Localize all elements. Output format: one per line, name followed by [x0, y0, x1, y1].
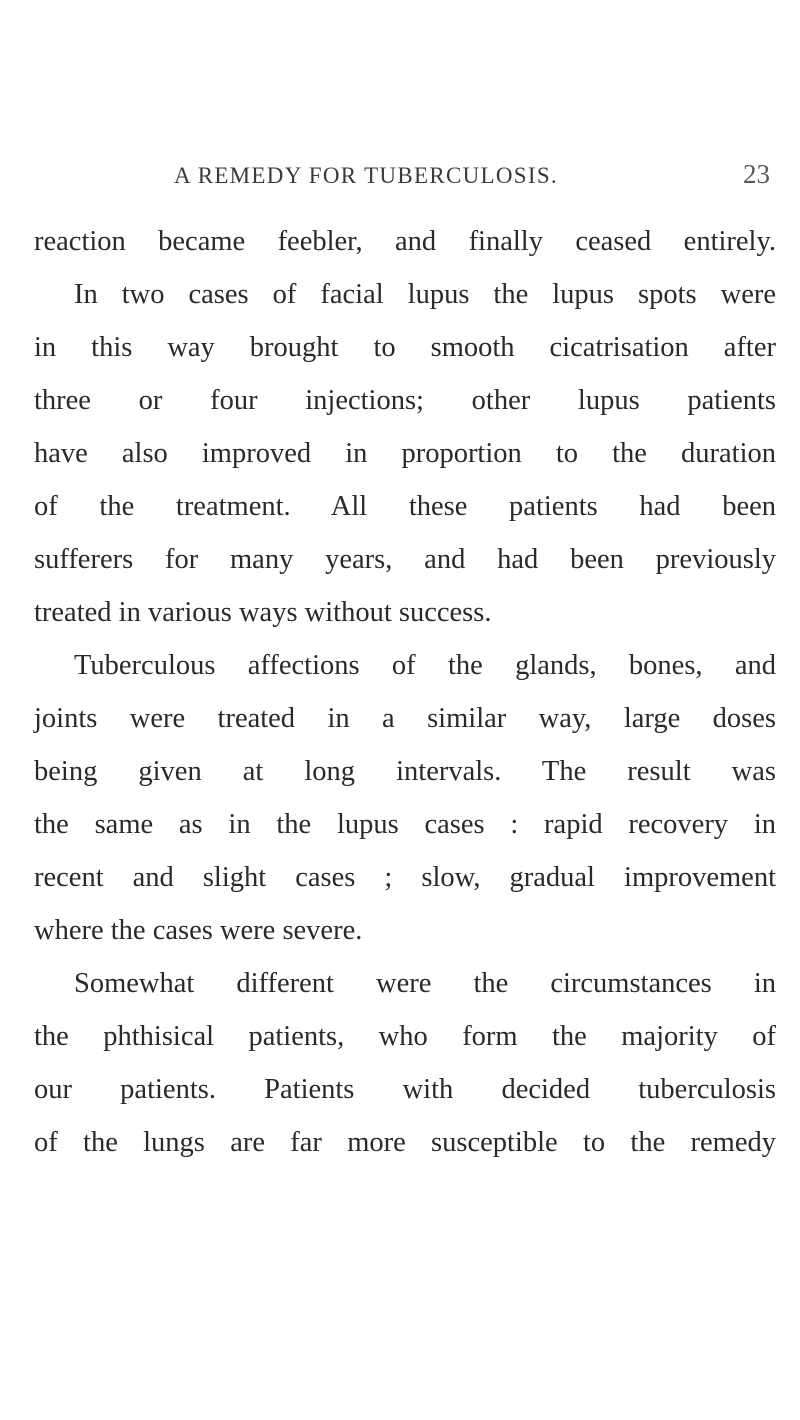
- page-number: 23: [743, 159, 770, 189]
- text-line: in this way brought to smooth cicatrisation after: [34, 332, 776, 363]
- text-line: being given at long intervals. The result was: [34, 756, 776, 787]
- text-line: recent and slight cases ; slow, gradual improvement: [34, 862, 776, 893]
- text-line: the phthisical patients, who form the majority of: [34, 1021, 776, 1052]
- text-line: three or four injections; other lupus patients: [34, 385, 776, 416]
- text-line: of the treatment. All these patients had been: [34, 491, 776, 522]
- text-line: Somewhat different were the circumstances in: [74, 968, 776, 999]
- text-line: Tuberculous affections of the glands, bones, and: [74, 650, 776, 681]
- text-line: joints were treated in a similar way, large doses: [34, 703, 776, 734]
- text-line: In two cases of facial lupus the lupus spots were: [74, 279, 776, 310]
- text-line: have also improved in proportion to the duration: [34, 438, 776, 469]
- text-line: where the cases were severe.: [34, 915, 363, 946]
- text-line: sufferers for many years, and had been previously: [34, 544, 776, 575]
- text-line: treated in various ways without success.: [34, 597, 492, 628]
- text-line: reaction became feebler, and finally ceased entirely.: [34, 226, 776, 257]
- running-title: A REMEDY FOR TUBERCULOSIS.: [174, 163, 558, 188]
- running-header: [30, 159, 770, 199]
- text-line: of the lungs are far more susceptible to the remedy: [34, 1127, 776, 1158]
- body-text: [34, 215, 776, 1169]
- text-line: the same as in the lupus cases : rapid recovery in: [34, 809, 776, 840]
- text-line: our patients. Patients with decided tuberculosis: [34, 1074, 776, 1105]
